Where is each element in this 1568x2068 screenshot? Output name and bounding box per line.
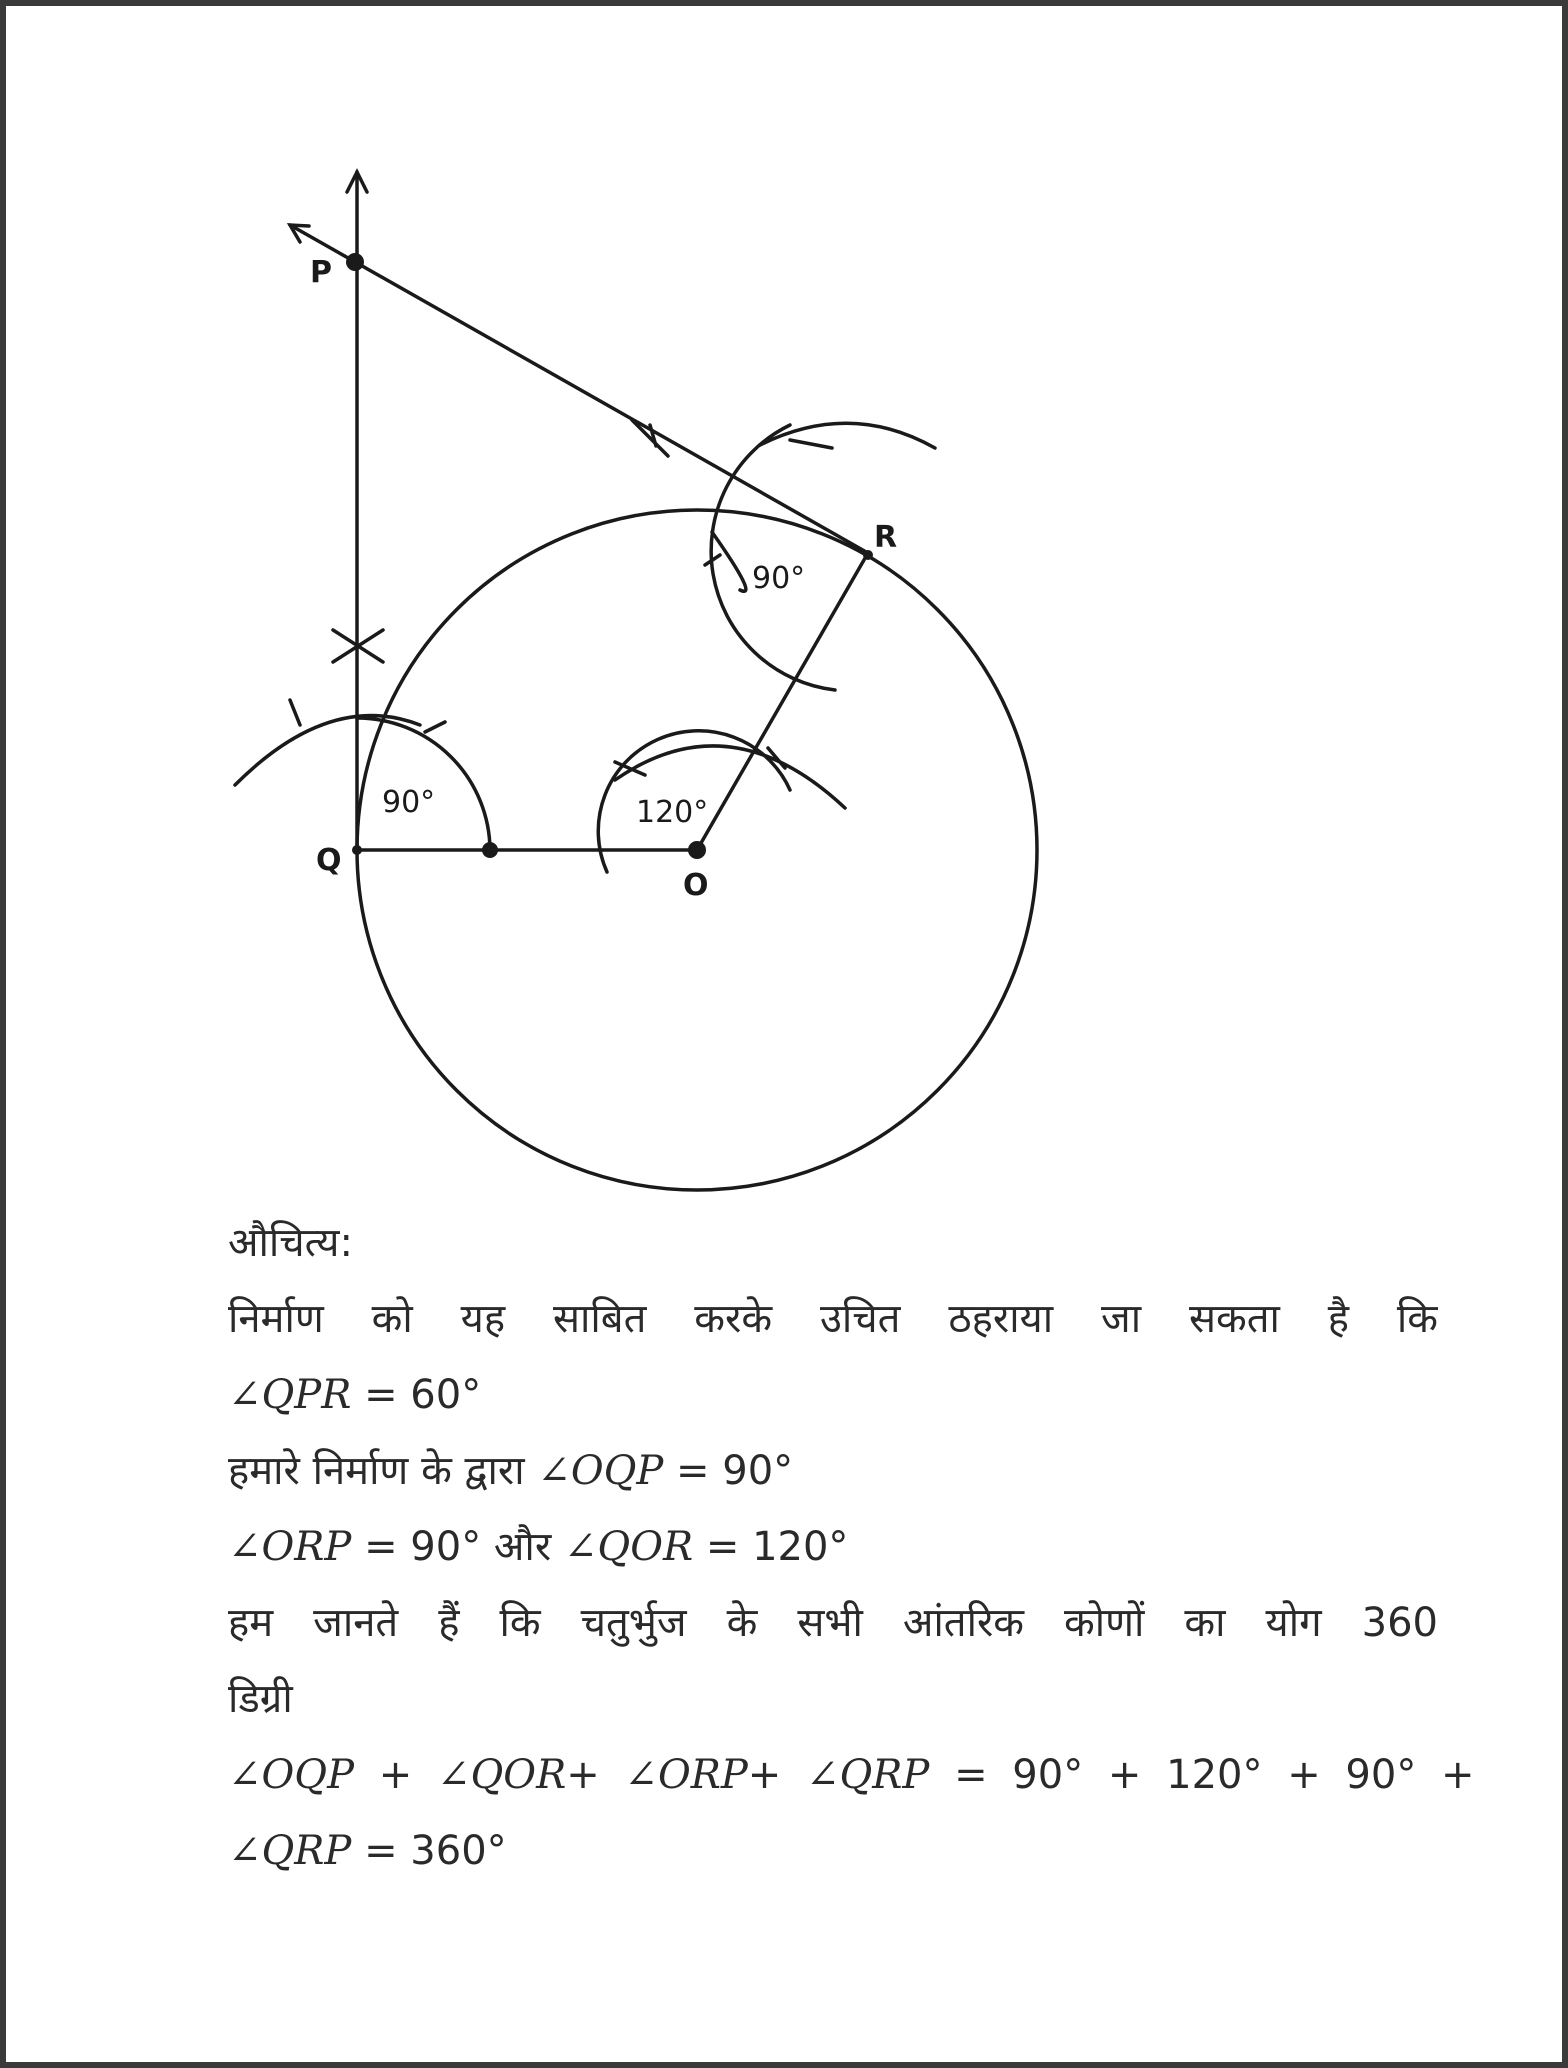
math-angle: ∠QRP [228, 1828, 352, 1874]
text-line-4 [228, 1509, 1438, 1585]
math-value: = 90° [676, 1448, 794, 1494]
arc-tick [790, 440, 832, 448]
math-angle: ∠OQP [537, 1448, 664, 1494]
math-angle: ∠OQP [228, 1752, 355, 1798]
math-angle: ∠QOR [436, 1752, 567, 1798]
text-line-5: हम जानते हैं कि चतुर्भुज के सभी आंतरिक कोणों का योग 360 [228, 1600, 1438, 1646]
label-o: O [683, 868, 709, 903]
angle-label-o: 120° [636, 795, 709, 830]
math-angle: ∠QPR [228, 1372, 352, 1418]
text-line-1: निर्माण को यह साबित करके उचित ठहराया जा सकता है कि [228, 1296, 1438, 1342]
arc-tick [290, 700, 300, 725]
text-line-7 [228, 1737, 1475, 1813]
math-value: = 90° और [364, 1524, 552, 1570]
text-line-8 [228, 1813, 1438, 1889]
math-angle: ∠QRP [806, 1752, 930, 1798]
point-o [688, 841, 706, 859]
text-line-3 [228, 1433, 1438, 1509]
math-operator: + [378, 1752, 413, 1798]
arc-r-small [712, 532, 746, 591]
label-p: P [310, 255, 332, 290]
angle-label-q: 90° [382, 785, 436, 820]
text-line-6: डिग्री [228, 1676, 293, 1722]
arc-tick [425, 722, 445, 732]
heading: औचित्य: [228, 1220, 353, 1266]
arc-q-large [235, 716, 420, 785]
line-r-p-tangent [290, 225, 868, 553]
justification-text [228, 1205, 1475, 1889]
math-value: = 120° [705, 1524, 849, 1570]
point-q [352, 845, 362, 855]
label-q: Q [316, 843, 342, 878]
text-line-2 [228, 1357, 1438, 1433]
angle-label-r: 90° [752, 561, 806, 596]
math-operator: + [566, 1752, 600, 1798]
math-angle: ∠ORP [624, 1752, 748, 1798]
math-angle: ∠ORP [228, 1524, 352, 1570]
math-value: = 60° [364, 1372, 482, 1418]
point-p [346, 253, 364, 271]
math-value: = 360° [364, 1828, 507, 1874]
math-operator: + [747, 1752, 782, 1798]
math-value: = 90° + 120° + 90° + [954, 1752, 1475, 1798]
label-r: R [874, 520, 898, 555]
math-angle: ∠QOR [563, 1524, 694, 1570]
point-mid-qo [482, 842, 498, 858]
point-r [863, 550, 873, 560]
text-fragment: हमारे निर्माण के द्वारा [228, 1448, 525, 1494]
